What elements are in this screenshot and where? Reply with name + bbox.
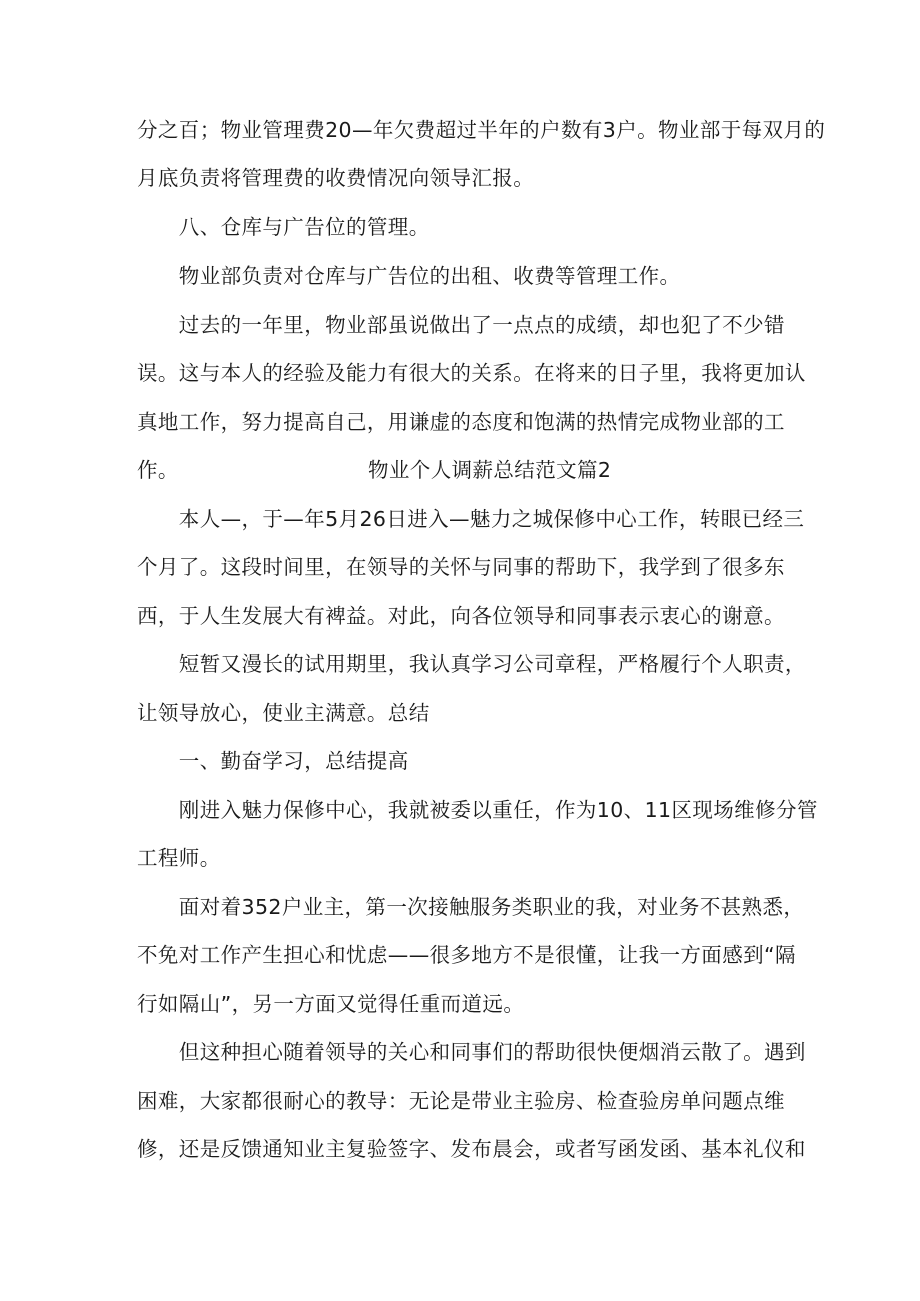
text-line: 月底负责将管理费的收费情况向领导汇报。 xyxy=(137,166,535,190)
text-line: 修，还是反馈通知业主复验签字、发布晨会，或者写函发函、基本礼仪和 xyxy=(137,1137,806,1161)
text-line: 工程师。 xyxy=(137,846,221,870)
text-line: 让领导放心，使业主满意。总结 xyxy=(137,701,430,725)
text-line: 但这种担心随着领导的关心和同事们的帮助很快便烟消云散了。遇到 xyxy=(137,1040,806,1064)
text-line: 分之百；物业管理费20—年欠费超过半年的户数有3户。物业部于每双月的 xyxy=(137,118,826,142)
text-line: 面对着352户业主，第一次接触服务类职业的我，对业务不甚熟悉， xyxy=(137,895,805,919)
text-line: 个月了。这段时间里，在领导的关怀与同事的帮助下，我学到了很多东 xyxy=(137,555,785,579)
text-line: 行如隔山”，另一方面又觉得任重而道远。 xyxy=(137,992,525,1016)
text-line: 西，于人生发展大有裨益。对此，向各位领导和同事表示衷心的谢意。 xyxy=(137,604,785,628)
text-line: 物业部负责对仓库与广告位的出租、收费等管理工作。 xyxy=(137,264,681,288)
text-line: 真地工作，努力提高自己，用谦虚的态度和饱满的热情完成物业部的工 xyxy=(137,410,785,434)
text-line: 刚进入魅力保修中心，我就被委以重任，作为10、11区现场维修分管 xyxy=(137,798,818,822)
text-line: 八、仓库与广告位的管理。 xyxy=(137,215,430,239)
text-line: 过去的一年里，物业部虽说做出了一点点的成绩，却也犯了不少错 xyxy=(137,313,785,337)
section-heading: 物业个人调薪总结范文篇2 xyxy=(368,458,612,482)
text-line: 一、勤奋学习，总结提高 xyxy=(137,749,409,773)
text-line: 短暂又漫长的试用期里，我认真学习公司章程，严格履行个人职责， xyxy=(137,652,806,676)
text-line: 本人—，于—年5月26日进入—魅力之城保修中心工作，转眼已经三 xyxy=(137,507,805,531)
text-line: 作。 xyxy=(137,458,179,482)
text-line: 不免对工作产生担心和忧虑——很多地方不是很懂，让我一方面感到“隔 xyxy=(137,943,796,967)
text-line: 困难，大家都很耐心的教导：无论是带业主验房、检查验房单问题点维 xyxy=(137,1089,785,1113)
text-line: 误。这与本人的经验及能力有很大的关系。在将来的日子里，我将更加认 xyxy=(137,361,806,385)
